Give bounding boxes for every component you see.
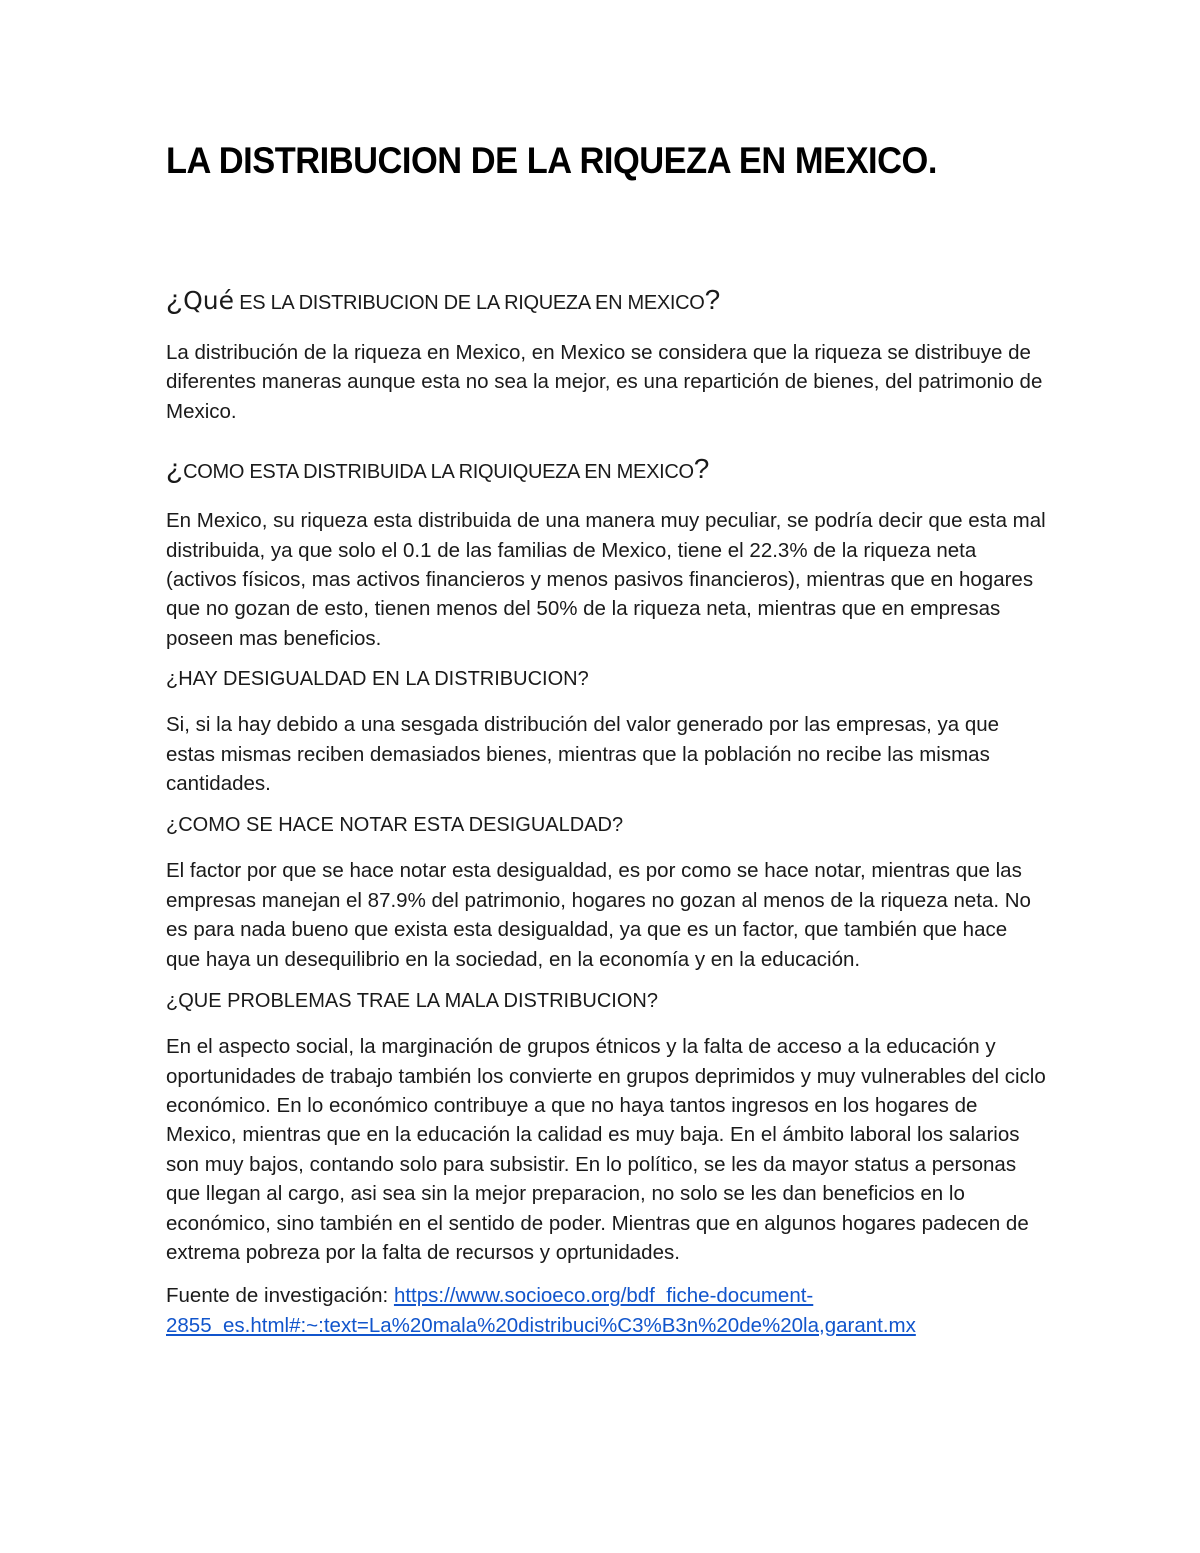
question-open-mark: ¿ — [166, 284, 184, 315]
source-label: Fuente de investigación: — [166, 1284, 394, 1308]
document-title: LA DISTRIBUCION DE LA RIQUEZA EN MEXICO. — [166, 140, 937, 181]
question-open-mark: ¿ — [166, 453, 184, 485]
question-close-mark: ? — [704, 284, 721, 315]
question-text: COMO ESTA DISTRIBUIDA LA RIQUIQUEZA EN MEXICO — [183, 461, 694, 484]
question-word: Qué — [183, 286, 235, 315]
paragraph-5: En el aspecto social, la marginación de grupos étnicos y la falta de acceso a la educación y oportunidades de trabajo también los convierte en grupos deprimidos y muy vulnerables del ciclo económico. En lo económico contribuye a que no haya tantos ingresos en los hogares de Mexico, mientras que en la educación la calidad es muy baja. En el ámbito laboral los salarios son muy bajos, contando solo para subsistir. En lo político, se les da mayor status a personas que llegan al cargo, asi sea sin la mejor preparacion, no solo se les dan beneficios en lo económico, sino también en el sentido de poder. Mientras que en algunos hogares padecen de extrema pobreza por la falta de recursos y oprtunidades. — [166, 1035, 1046, 1264]
paragraph-1: La distribución de la riqueza en Mexico, en Mexico se considera que la riqueza se distribuye de diferentes maneras aunque esta no sea la mejor, es una repartición de bienes, del patrimonio de Mexico. — [166, 341, 1043, 423]
document-body — [166, 282, 1046, 1340]
source-citation — [166, 1281, 1046, 1340]
paragraph-3: Si, si la hay debido a una sesgada distribución del valor generado por las empresas, ya que estas mismas reciben demasiados bienes, mientras que la población no recibe las mismas cantidades. — [166, 713, 1000, 796]
question-heading-5: ¿QUE PROBLEMAS TRAE LA MALA DISTRIBUCION? — [166, 990, 658, 1013]
question-heading-1 — [166, 282, 1046, 321]
paragraph-2: En Mexico, su riqueza esta distribuida de una manera muy peculiar, se podría decir que esta mal distribuida, ya que solo el 0.1 de las familias de Mexico, tiene el 22.3% de la riqueza neta (activos físicos, mas activos financieros y menos pasivos financieros), mientras que en hogares que no gozan de esto, tienen menos del 50% de la riqueza neta, mientras que en empresas poseen mas beneficios. — [166, 509, 1046, 650]
question-text: ES LA DISTRIBUCION DE LA RIQUEZA EN MEXICO — [234, 292, 705, 314]
question-close-mark: ? — [693, 453, 710, 485]
paragraph-4: El factor por que se hace notar esta desigualdad, es por como se hace notar, mientras que las empresas manejan el 87.9% del patrimonio, hogares no gozan al menos de la riqueza neta. No es para nada bueno que exista esta desigualdad, ya que es un factor, que también que hace que haya un desequilibrio en la sociedad, en la economía y en la educación. — [166, 859, 1031, 971]
question-heading-4: ¿COMO SE HACE NOTAR ESTA DESIGUALDAD? — [166, 814, 624, 837]
question-heading-3: ¿HAY DESIGUALDAD EN LA DISTRIBUCION? — [166, 668, 589, 691]
question-heading-2 — [166, 451, 1046, 490]
source-link-line1: https://www.socioeco.org/bdf_fiche-document- — [393, 1284, 814, 1308]
source-link-line2: 2855_es.html#:~:text=La%20mala%20distribuci%C3%B3n%20de%20la,garant.mx — [166, 1313, 916, 1337]
